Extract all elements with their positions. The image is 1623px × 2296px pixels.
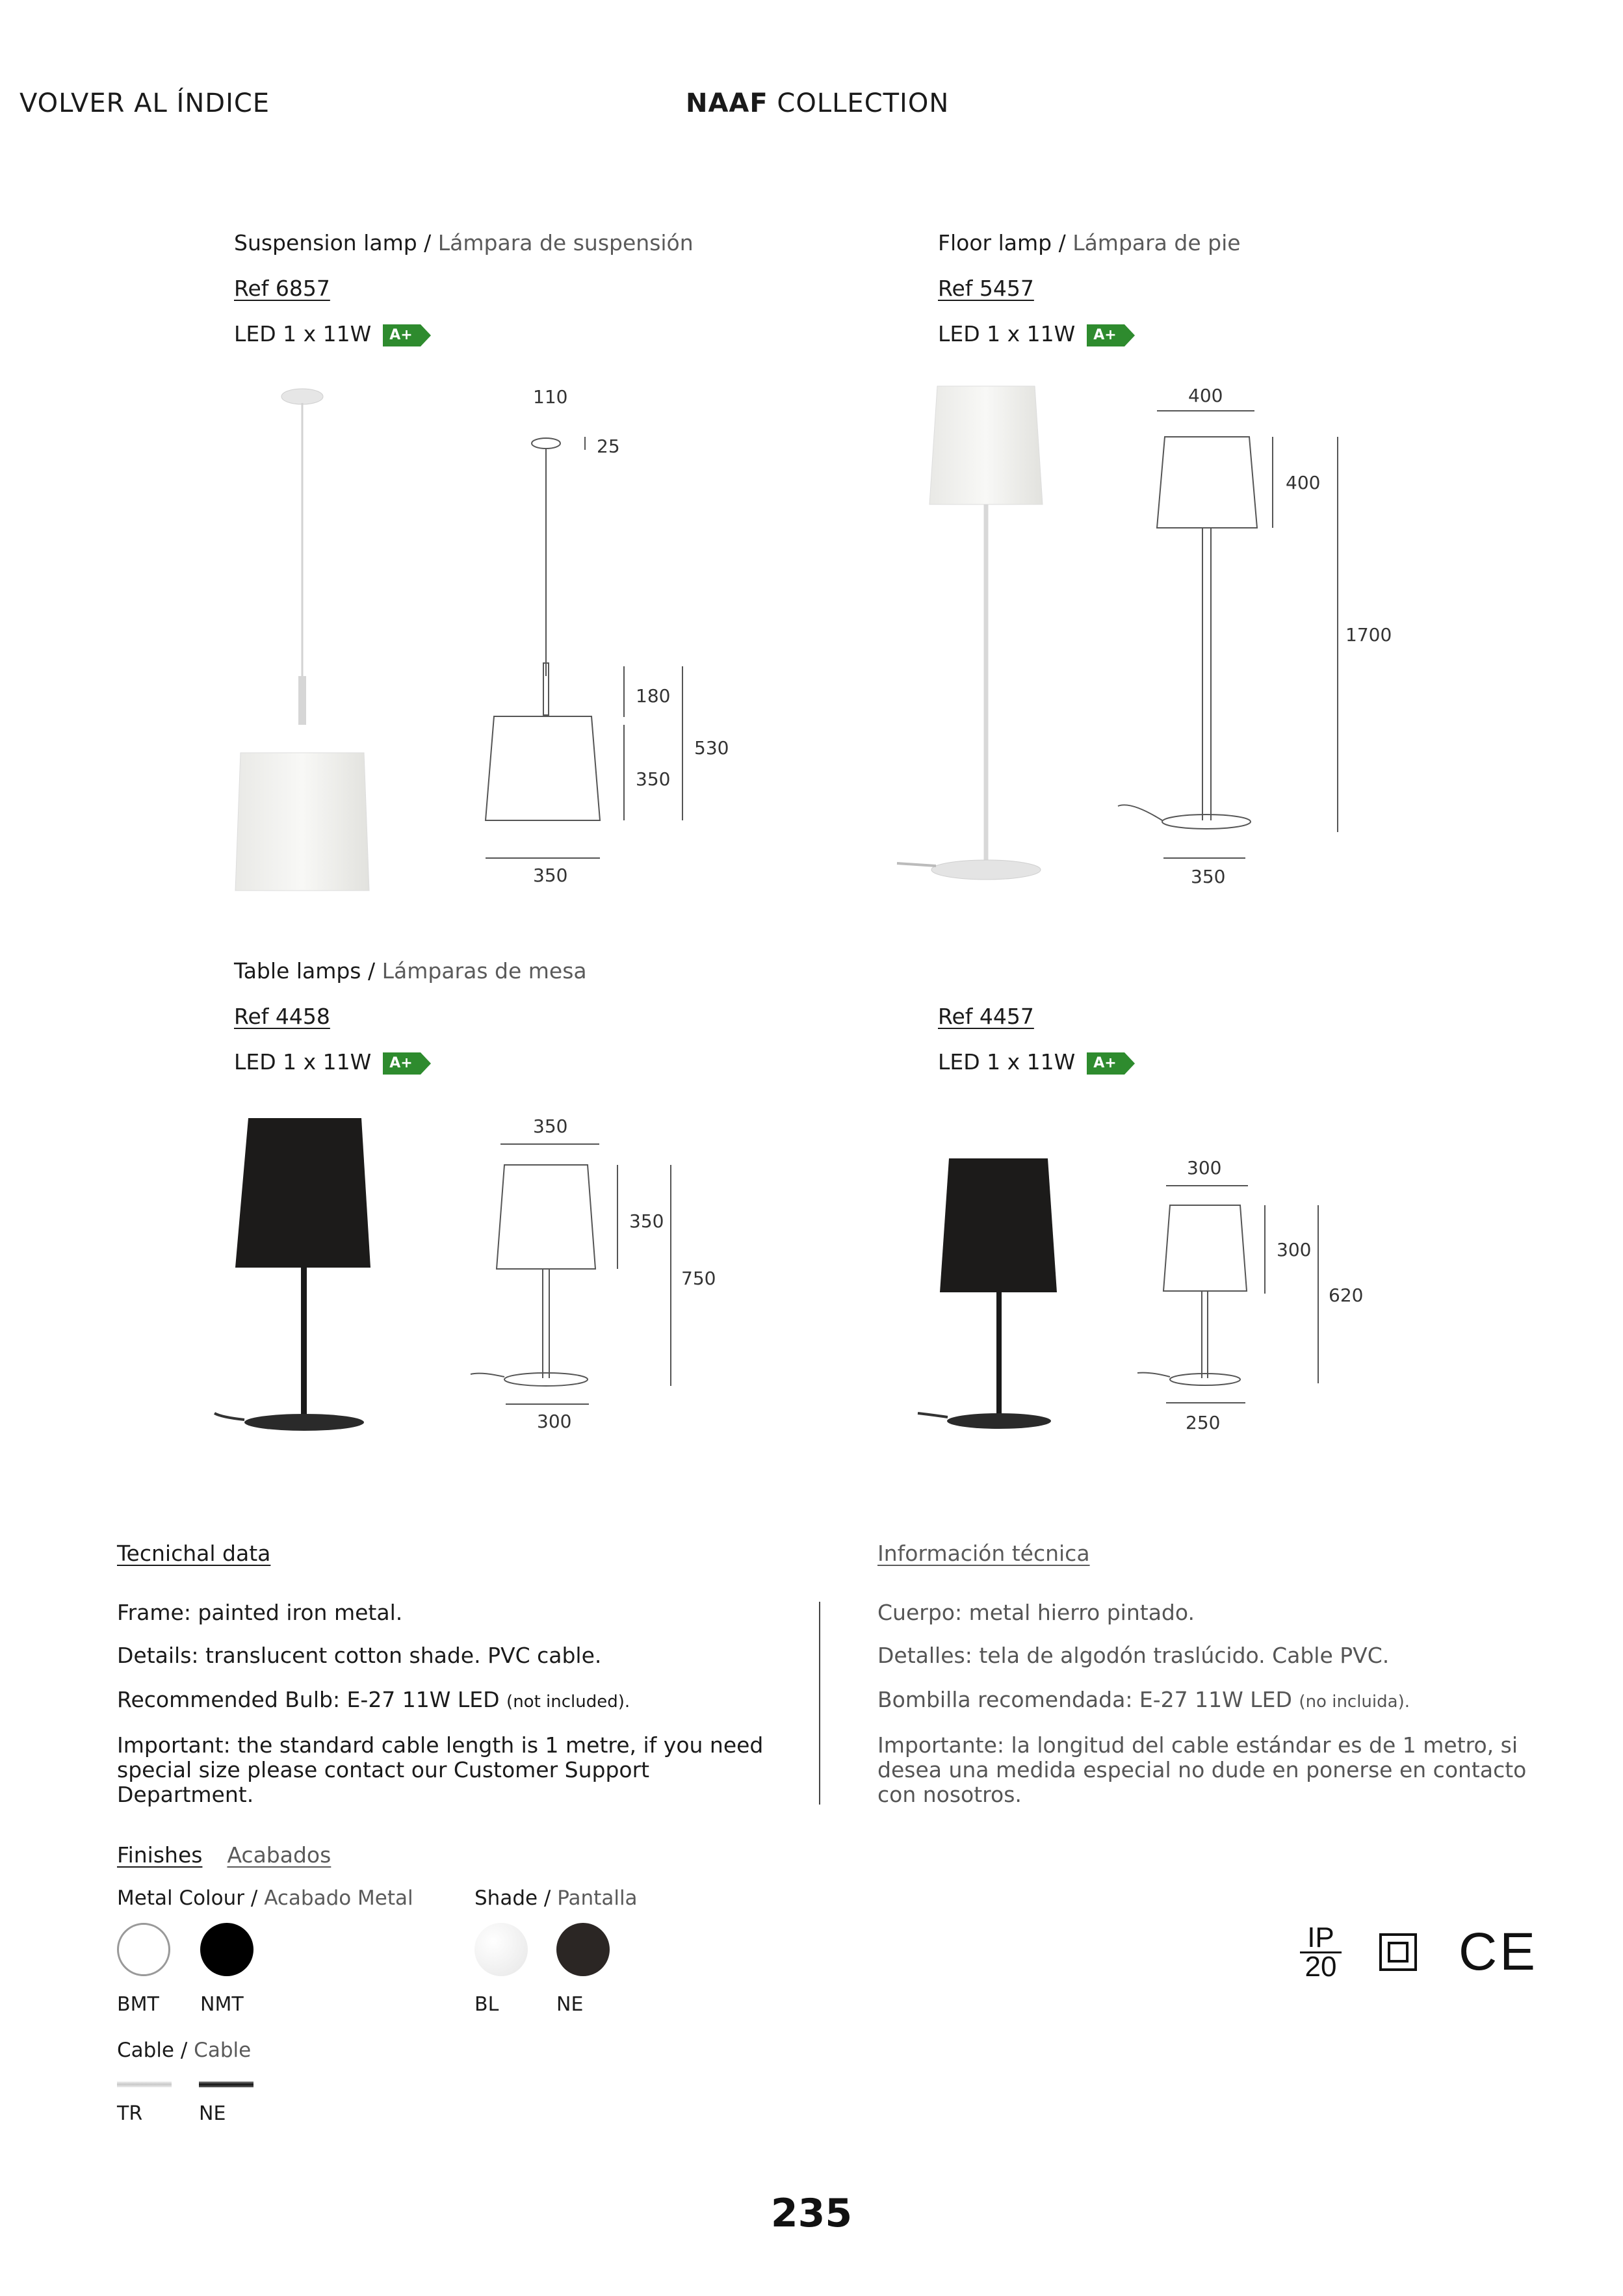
energy-badge: A+ [1087,324,1124,346]
shade [235,1118,370,1268]
cable-label-en: Cable [117,2039,175,2062]
pole [301,1268,307,1424]
floor-ref-link[interactable]: Ref 5457 [938,276,1034,301]
suspension-lamp-photo [221,377,390,897]
tech-frame-es: Cuerpo: metal hierro pintado. [877,1600,1195,1625]
swatch-label: NE [199,2102,226,2125]
ip-text: IP [1307,1922,1334,1953]
dim-total-height: 1700 [1345,624,1392,646]
cable [214,1413,244,1420]
tech-heading-es: Información técnica [877,1541,1090,1566]
drawing-base [1162,815,1251,829]
swatch-label: NE [556,1993,584,2016]
bulb-text: Bombilla recomendada: E-27 11W LED [877,1687,1299,1712]
tech-details-es: Detalles: tela de algodón traslúcido. Cable PVC. [877,1643,1390,1668]
table-title-es: Lámparas de mesa [382,958,587,984]
suspension-led [234,321,421,346]
cable [918,1413,948,1417]
swatch-nmt[interactable] [200,1923,253,1976]
drawing-canopy [532,438,560,449]
dim-top-width: 400 [1188,385,1223,406]
swatch-label: TR [117,2102,143,2125]
column-divider [819,1602,820,1805]
drawing-shade [497,1165,595,1269]
dim-top-width: 350 [533,1115,568,1137]
dim-shade-height: 300 [1277,1239,1312,1260]
ceiling-canopy [281,389,323,404]
dim-total-height: 530 [694,737,729,759]
tech-important-es: Importante: la longitud del cable estándar es de 1 metro, si desea una medida especial no dude en ponerse en contacto con nosotros. [877,1732,1527,1807]
swatch-label: NMT [200,1993,244,2016]
suspension-ref-link[interactable]: Ref 6857 [234,276,330,301]
table-lamp-small-photo [910,1144,1079,1443]
dim-base-width: 350 [1191,866,1226,887]
ip-rating: 20 [1300,1951,1342,1981]
dim-canopy: 25 [597,436,620,457]
floor-title: Floor lamp / Lámpara de pie [938,230,1241,255]
table-small-led [938,1049,1124,1075]
floor-lamp-photo [903,377,1072,897]
dim-total-height: 620 [1329,1285,1364,1306]
tech-heading-en: Tecnichal data [117,1541,271,1566]
energy-badge: A+ [1087,1052,1124,1075]
shade [940,1158,1057,1292]
dim-stem: 180 [636,685,671,707]
finishes-title-es: Acabados [227,1842,331,1868]
dim-total-height: 750 [681,1268,716,1289]
table-lamps-title: Table lamps / Lámparas de mesa [234,958,587,984]
lamp-holder [298,676,306,725]
ce-mark-icon: CE [1459,1922,1538,1981]
table-large-led-text: LED 1 x 11W [234,1049,372,1075]
metal-label-es: Acabado Metal [264,1886,413,1910]
floor-title-en: Floor lamp [938,230,1052,255]
base [931,860,1041,880]
finishes-title-en: Finishes [117,1842,203,1868]
energy-badge: A+ [383,1052,420,1075]
cable-label-es: Cable [194,2039,252,2062]
suspension-title-en: Suspension lamp [234,230,417,255]
drawing-shade [486,716,600,820]
swatch-cable-tr[interactable] [117,2081,172,2087]
collection-title [686,88,949,118]
energy-badge: A+ [383,324,420,346]
dim-shade-height: 400 [1286,472,1321,493]
shade-label-es: Pantalla [557,1886,638,1910]
page-number: 235 [770,2191,853,2236]
shade [929,386,1043,504]
suspension-title: Suspension lamp / Lámpara de suspensión [234,230,694,255]
swatch-ne-shade[interactable] [556,1923,610,1976]
floor-led-text: LED 1 x 11W [938,321,1076,346]
swatch-label: BL [474,1993,499,2016]
swatch-bmt[interactable] [117,1923,170,1976]
bulb-note: (not included). [506,1692,630,1712]
table-title-en: Table lamps [234,958,361,984]
drawing-shade [1157,437,1257,528]
tech-bulb-es [877,1688,1560,1714]
base [244,1414,364,1431]
brand-collection: COLLECTION [768,88,950,118]
back-to-index-link[interactable]: VOLVER AL ÍNDICE [19,88,270,118]
floor-title-es: Lámpara de pie [1072,230,1241,255]
table-lamp-large-photo [208,1105,390,1443]
pole [996,1292,1002,1420]
floor-led [938,321,1124,346]
metal-colour-label: Metal Colour / Acabado Metal [117,1886,413,1910]
cable-label: Cable / Cable [117,2039,252,2062]
dim-shade-width: 350 [533,865,568,886]
suspension-led-text: LED 1 x 11W [234,321,372,346]
double-insulation-icon [1379,1933,1417,1971]
brand-name: NAAF [686,88,768,118]
dim-shade-height: 350 [636,768,671,790]
table-small-ref-link[interactable]: Ref 4457 [938,1004,1034,1029]
tech-frame-en: Frame: painted iron metal. [117,1600,403,1625]
swatch-bl[interactable] [474,1923,528,1976]
dim-base-width: 250 [1186,1412,1221,1433]
swatch-cable-ne[interactable] [199,2081,253,2087]
table-small-led-text: LED 1 x 11W [938,1049,1076,1075]
shade [235,753,369,891]
suspension-title-es: Lámpara de suspensión [437,230,694,255]
bulb-note: (no incluida). [1299,1692,1410,1712]
dim-base-width: 300 [537,1411,572,1432]
metal-label-en: Metal Colour [117,1886,245,1910]
cable [897,863,936,866]
shade-label-en: Shade [474,1886,538,1910]
base [947,1413,1051,1429]
drawing-cable [1118,805,1162,820]
table-large-ref-link[interactable]: Ref 4458 [234,1004,330,1029]
dim-top-width: 300 [1187,1157,1222,1179]
drawing-base [1170,1374,1240,1385]
finishes-heading [117,1842,331,1868]
drawing-base [504,1373,588,1386]
swatch-label: BMT [117,1993,159,2016]
bulb-text: Recommended Bulb: E-27 11W LED [117,1687,507,1712]
floor-dimension-drawing [1105,377,1365,884]
ip20-icon [1300,1924,1342,1981]
tech-bulb-en [117,1688,799,1714]
dim-top-width: 110 [533,386,568,408]
tech-details-en: Details: translucent cotton shade. PVC cable. [117,1643,602,1668]
tech-important-en: Important: the standard cable length is 1 metre, if you need special size please contact our Customer Support Department. [117,1732,764,1807]
table-large-led [234,1049,421,1075]
dim-shade-height: 350 [629,1210,664,1232]
drawing-shade [1163,1205,1247,1291]
drawing-cable [1137,1373,1170,1377]
drawing-cable [471,1374,504,1377]
shade-label: Shade / Pantalla [474,1886,638,1910]
